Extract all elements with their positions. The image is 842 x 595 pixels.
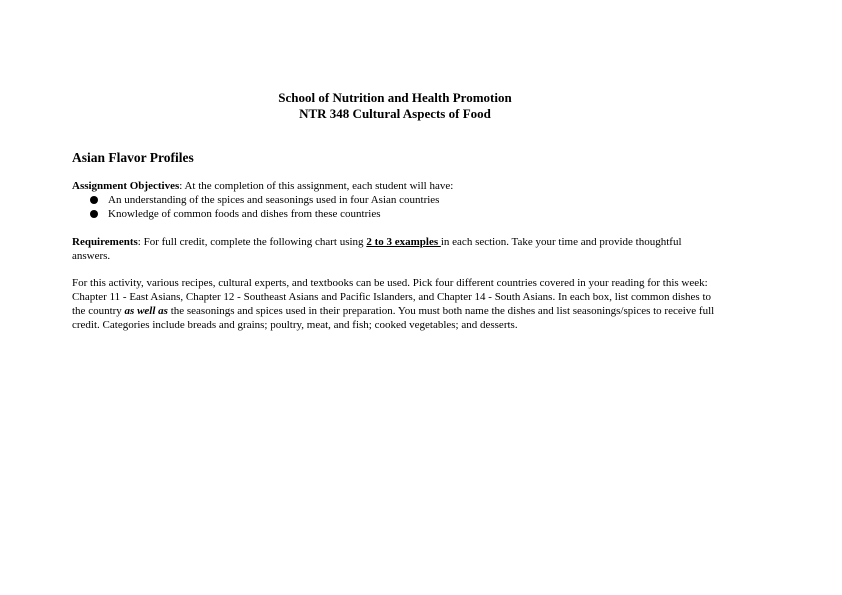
requirements-emphasis: 2 to 3 examples: [366, 236, 441, 248]
objectives-text: : At the completion of this assignment, each student will have:: [179, 180, 454, 192]
requirements-text-after: in each section. Take your time and provide thoughtful answers.: [72, 236, 682, 262]
assignment-title: Asian Flavor Profiles: [72, 150, 194, 165]
bullet-icon: [90, 210, 98, 218]
objective-item: [72, 207, 732, 221]
objective-text: Knowledge of common foods and dishes from these countries: [108, 208, 381, 220]
course-title: NTR 348 Cultural Aspects of Food: [299, 106, 491, 121]
activity-text-before: For this activity, various recipes, cultural experts, and textbooks can be used. Pick four different countries covered in your reading for this week: Chapter 11 - East Asians, Chapter 12 - Southeast Asians and Pacific Islanders, and Chapter 14 - South Asians. In each box, list common dishes to the country: [72, 277, 712, 317]
objectives-intro: [72, 179, 732, 193]
activity-paragraph: [72, 276, 720, 332]
assignment-objectives: [72, 179, 732, 221]
activity-text-after: the seasonings and spices used in their preparation. You must both name the dishes and list seasonings/spices to receive full credit. Categories include breads and grains; poultry, meat, and fish; cooked vegetables; and desserts.: [72, 305, 715, 331]
activity-emphasis: as well as: [124, 305, 168, 317]
requirements-paragraph: [72, 235, 712, 263]
requirements-text-before: : For full credit, complete the following chart using: [137, 236, 367, 248]
bullet-icon: [90, 196, 98, 204]
objectives-label: Assignment Objectives: [72, 180, 180, 192]
objective-text: An understanding of the spices and seasonings used in four Asian countries: [108, 194, 440, 206]
document-header: [0, 90, 790, 122]
school-name: School of Nutrition and Health Promotion: [278, 90, 512, 105]
requirements-label: Requirements: [72, 236, 138, 248]
objectives-list: [72, 193, 732, 221]
objective-item: [72, 193, 732, 207]
